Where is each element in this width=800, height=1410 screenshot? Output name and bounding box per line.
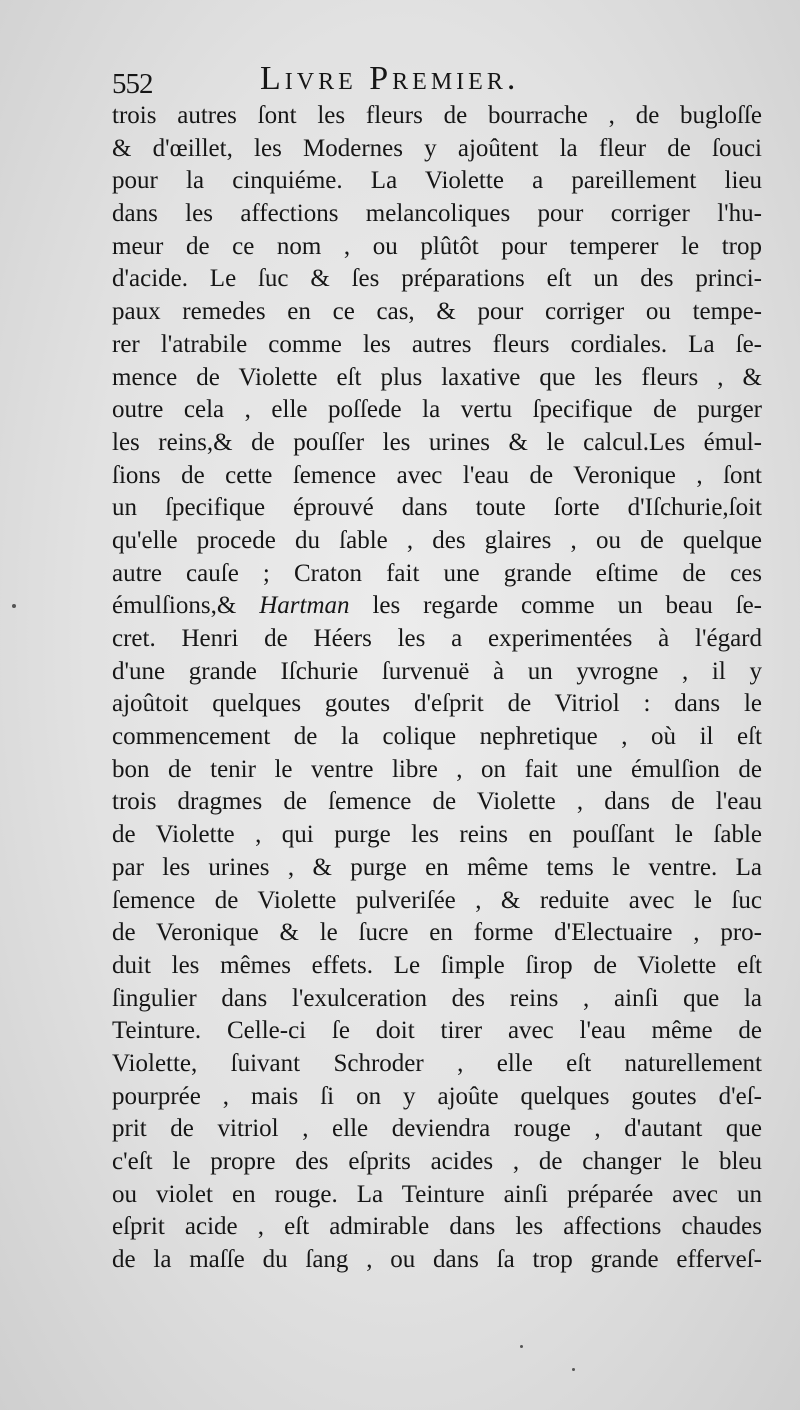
running-head: Livre Premier. [260,60,520,97]
text-line: Teinture. Celle-ci ſe doit tirer avec l'eau même de [112,1017,762,1045]
text-line: les reins,& de pouſſer les urines & le calcul.Les émul- [112,428,762,456]
text-line: ou violet en rouge. La Teinture ainſi préparée avec un [112,1180,762,1208]
body-text [112,100,762,1277]
text-line: rer l'atrabile comme les autres fleurs cordiales. La ſe- [112,330,762,358]
text-line: duit les mêmes effets. Le ſimple ſirop de Violette eſt [112,951,762,979]
text-line: c'eſt le propre des eſprits acides , de changer le bleu [112,1148,762,1175]
text-line: émulſions,& Hartman les regarde comme un beau ſe- [112,592,762,620]
text-line: paux remedes en ce cas, & pour corriger ou tempe- [112,298,762,326]
text-line: qu'elle procede du ſable , des glaires , ou de quelque [112,526,762,554]
text-line: ajoûtoit quelques goutes d'eſprit de Vitriol : dans le [112,690,762,718]
text-line: cret. Henri de Héers les a experimentées à l'égard [112,625,762,652]
text-line: un ſpecifique éprouvé dans toute ſorte d'Iſchurie,ſoit [112,494,762,522]
text-line: outre cela , elle poſſede la vertu ſpecifique de purger [112,396,762,424]
text-line: pour la cinquiéme. La Violette a pareillement lieu [112,167,762,195]
text-line: & d'œillet, les Modernes y ajoûtent la fleur de ſouci [112,134,762,162]
text-line: pourprée , mais ſi on y ajoûte quelques goutes d'eſ- [112,1082,762,1110]
page-number: 552 [112,68,153,100]
text-line: Violette, ſuivant Schroder , elle eſt naturellement [112,1049,762,1077]
text-line: de la maſſe du ſang , ou dans ſa trop grande efferveſ- [112,1246,762,1274]
text-line: de Veronique & le ſucre en forme d'Electuaire , pro- [112,919,762,947]
text-line: dans les affections melancoliques pour corriger l'hu- [112,200,762,228]
text-line: ſemence de Violette pulveriſée , & reduite avec le ſuc [112,886,762,914]
text-line: meur de ce nom , ou plûtôt pour temperer le trop [112,232,762,260]
text-line: bon de tenir le ventre libre , on fait une émulſion de [112,755,762,783]
text-line: ſions de cette ſemence avec l'eau de Veronique , ſont [112,461,762,489]
text-line: commencement de la colique nephretique , où il eſt [112,723,762,751]
text-line: autre cauſe ; Craton fait une grande eſtime de ces [112,559,762,587]
text-line: mence de Violette eſt plus laxative que les fleurs , & [112,363,762,391]
text-line: trois dragmes de ſemence de Violette , dans de l'eau [112,788,762,816]
text-line: d'une grande Iſchurie ſurvenuë à un yvrogne , il y [112,657,762,685]
text-line: eſprit acide , eſt admirable dans les affections chaudes [112,1213,762,1241]
text-line: de Violette , qui purge les reins en pouſſant le ſable [112,821,762,849]
ink-speck [520,1345,523,1348]
ink-speck [572,1368,575,1371]
text-line: d'acide. Le ſuc & ſes préparations eſt un des princi- [112,265,762,293]
text-line: trois autres ſont les fleurs de bourrache , de bugloſſe [112,102,762,129]
text-line: prit de vitriol , elle deviendra rouge , d'autant que [112,1115,762,1143]
text-line: par les urines , & purge en même tems le ventre. La [112,853,762,881]
text-line: ſingulier dans l'exulceration des reins , ainſi que la [112,984,762,1012]
ink-speck [12,604,16,608]
